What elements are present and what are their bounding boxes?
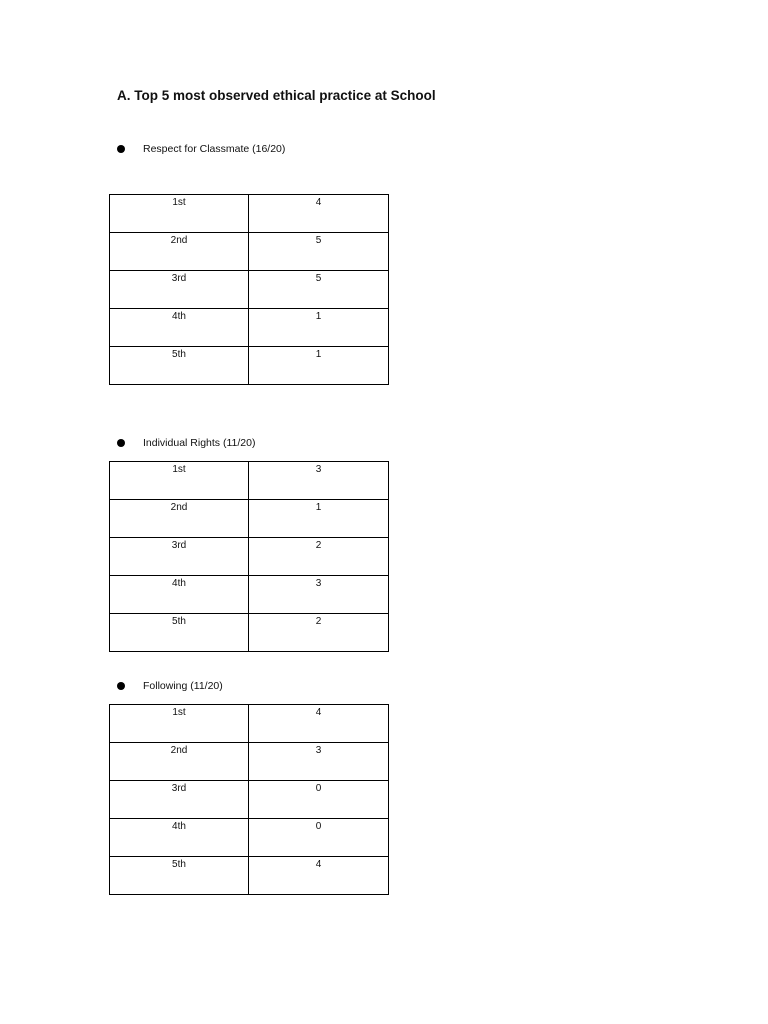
- count-value: 0: [315, 783, 322, 794]
- count-cell: [249, 500, 389, 538]
- section-heading-text: Following (11/20): [143, 680, 223, 692]
- rank-cell: [110, 347, 249, 385]
- table-row: [110, 195, 389, 233]
- rank-cell: [110, 195, 249, 233]
- ranking-table: [109, 194, 389, 385]
- rank-cell: [110, 857, 249, 895]
- table-row: [110, 576, 389, 614]
- rank-label: 2nd: [170, 745, 188, 756]
- table-row: [110, 857, 389, 895]
- ranking-table: [109, 461, 389, 652]
- ranking-table: [109, 704, 389, 895]
- table-row: [110, 309, 389, 347]
- count-value: 2: [315, 616, 322, 627]
- table-row: [110, 538, 389, 576]
- count-cell: [249, 271, 389, 309]
- section-heading: [117, 679, 223, 693]
- section-heading: [117, 436, 255, 450]
- rank-label: 5th: [172, 349, 186, 360]
- rank-cell: [110, 271, 249, 309]
- count-value: 3: [315, 745, 322, 756]
- table-row: [110, 705, 389, 743]
- bullet-icon: [117, 682, 125, 690]
- count-value: 1: [315, 311, 322, 322]
- count-cell: [249, 743, 389, 781]
- table-row: [110, 233, 389, 271]
- rank-label: 4th: [172, 821, 186, 832]
- rank-cell: [110, 233, 249, 271]
- rank-label: 2nd: [170, 235, 188, 246]
- count-cell: [249, 705, 389, 743]
- count-cell: [249, 462, 389, 500]
- table-row: [110, 743, 389, 781]
- rank-cell: [110, 819, 249, 857]
- count-cell: [249, 576, 389, 614]
- table-row: [110, 614, 389, 652]
- table-row: [110, 271, 389, 309]
- rank-cell: [110, 500, 249, 538]
- count-cell: [249, 309, 389, 347]
- table-row: [110, 347, 389, 385]
- count-value: 5: [315, 273, 322, 284]
- bullet-icon: [117, 145, 125, 153]
- rank-label: 4th: [172, 311, 186, 322]
- count-cell: [249, 614, 389, 652]
- count-cell: [249, 347, 389, 385]
- rank-cell: [110, 576, 249, 614]
- count-value: 4: [315, 859, 322, 870]
- count-value: 1: [315, 349, 322, 360]
- count-value: 3: [315, 578, 322, 589]
- table-row: [110, 462, 389, 500]
- rank-label: 3rd: [171, 783, 187, 794]
- rank-label: 3rd: [171, 540, 187, 551]
- count-cell: [249, 781, 389, 819]
- table-row: [110, 781, 389, 819]
- count-cell: [249, 195, 389, 233]
- rank-label: 1st: [172, 707, 186, 718]
- count-value: 4: [315, 707, 322, 718]
- rank-label: 1st: [172, 197, 186, 208]
- count-value: 2: [315, 540, 322, 551]
- count-value: 4: [315, 197, 322, 208]
- count-cell: [249, 819, 389, 857]
- rank-label: 5th: [172, 616, 186, 627]
- table-row: [110, 500, 389, 538]
- count-cell: [249, 538, 389, 576]
- table-row: [110, 819, 389, 857]
- rank-cell: [110, 781, 249, 819]
- rank-label: 3rd: [171, 273, 187, 284]
- rank-cell: [110, 462, 249, 500]
- rank-cell: [110, 614, 249, 652]
- rank-cell: [110, 705, 249, 743]
- rank-label: 4th: [172, 578, 186, 589]
- rank-label: 2nd: [170, 502, 188, 513]
- section-heading: [117, 142, 285, 156]
- rank-label: 1st: [172, 464, 186, 475]
- count-cell: [249, 857, 389, 895]
- count-value: 5: [315, 235, 322, 246]
- count-value: 0: [315, 821, 322, 832]
- rank-cell: [110, 538, 249, 576]
- page-title: A. Top 5 most observed ethical practice at School: [117, 88, 436, 103]
- count-value: 3: [315, 464, 322, 475]
- count-cell: [249, 233, 389, 271]
- rank-cell: [110, 743, 249, 781]
- section-heading-text: Respect for Classmate (16/20): [143, 143, 286, 155]
- section-heading-text: Individual Rights (11/20): [143, 437, 256, 449]
- count-value: 1: [315, 502, 322, 513]
- bullet-icon: [117, 439, 125, 447]
- rank-label: 5th: [172, 859, 186, 870]
- rank-cell: [110, 309, 249, 347]
